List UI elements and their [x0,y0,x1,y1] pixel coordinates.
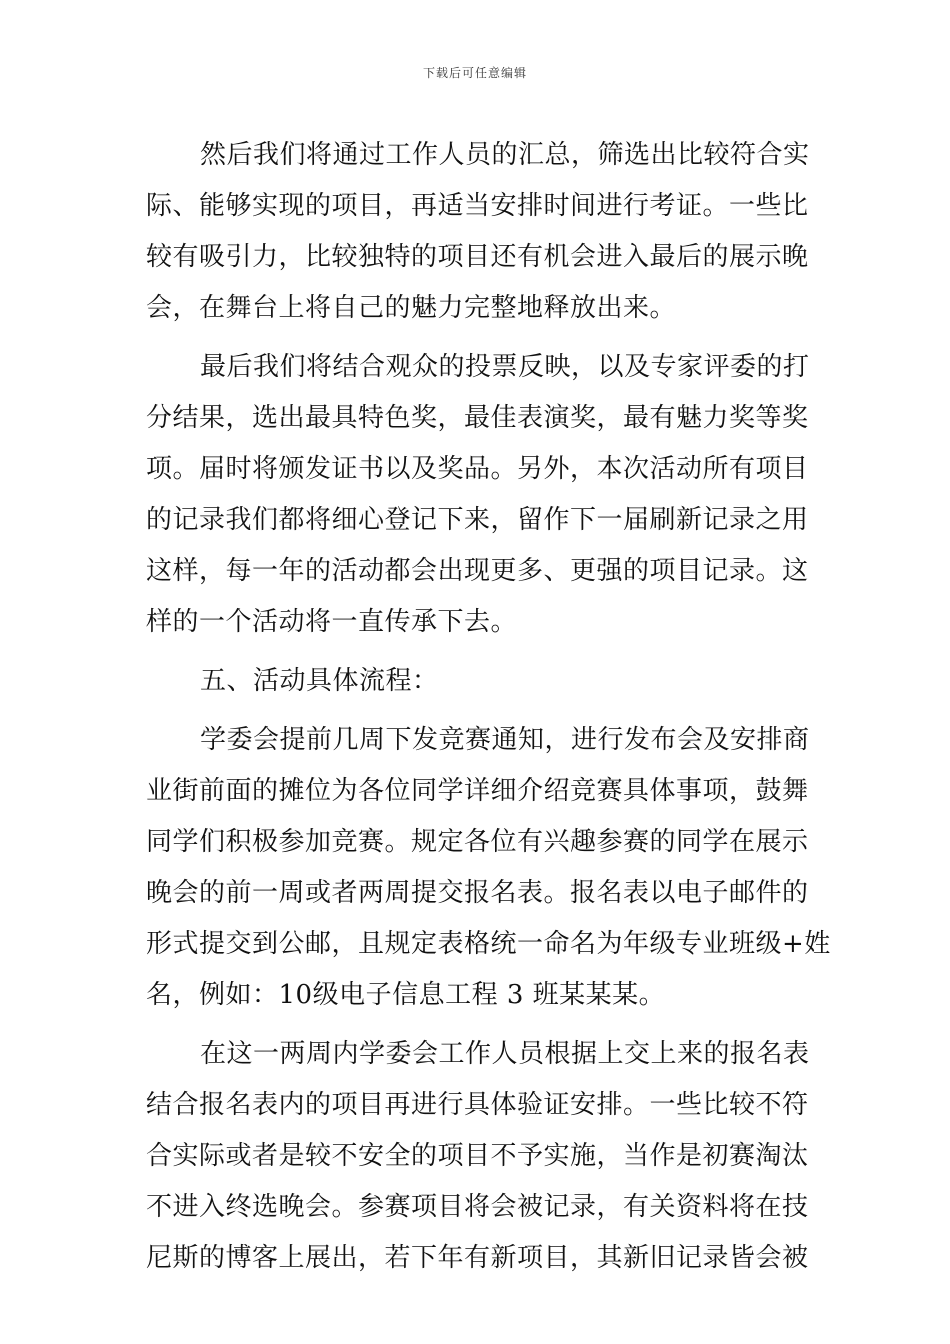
paragraph [146,715,831,1021]
text-line: 尼斯的博客上展出，若下年有新项目，其新旧记录皆会被 [146,1243,809,1273]
text-line: 同学们积极参加竞赛。规定各位有兴趣参赛的同学在展示 [146,827,809,857]
text-line: 合实际或者是较不安全的项目不予实施，当作是初赛淘汰 [146,1141,809,1171]
text-line: 际、能够实现的项目，再适当安排时间进行考证。一些比 [146,191,809,221]
text-line: 然后我们将通过工作人员的汇总，筛选出比较符合实 [200,140,810,170]
text-line: 这样，每一年的活动都会出现更多、更强的项目记录。这 [146,556,809,586]
paragraph [146,130,810,334]
text-line: 五、活动具体流程： [200,666,439,696]
text-line: 业街前面的摊位为各位同学详细介绍竞赛具体事项，鼓舞 [146,776,809,806]
section-heading [146,656,810,707]
text-line: 会，在舞台上将自己的魅力完整地释放出来。 [146,293,677,323]
paragraph [146,342,810,648]
text-line: 结合报名表内的项目再进行具体验证安排。一些比较不符 [146,1090,809,1120]
text-line: 形式提交到公邮，且规定表格统一命名为年级专业班级+姓 [146,929,831,959]
text-line: 晚会的前一周或者两周提交报名表。报名表以电子邮件的 [146,878,809,908]
text-line: 样的一个活动将一直传承下去。 [146,607,518,637]
page-header: 下载后可任意编辑 [422,66,527,80]
text-line: 的记录我们都将细心登记下来，留作下一届刷新记录之用 [146,505,809,535]
text-line: 项。届时将颁发证书以及奖品。另外，本次活动所有项目 [146,454,809,484]
text-line: 较有吸引力，比较独特的项目还有机会进入最后的展示晚 [146,242,809,272]
document-body [146,130,831,1292]
text-line: 不进入终选晚会。参赛项目将会被记录，有关资料将在技 [146,1192,809,1222]
text-line: 名，例如：10级电子信息工程 3 班某某某。 [146,980,666,1010]
paragraph [146,1029,810,1284]
text-line: 最后我们将结合观众的投票反映，以及专家评委的打 [200,352,810,382]
text-line: 学委会提前几周下发竞赛通知，进行发布会及安排商 [200,725,810,755]
text-line: 在这一两周内学委会工作人员根据上交上来的报名表 [200,1039,810,1069]
text-line: 分结果，选出最具特色奖，最佳表演奖，最有魅力奖等奖 [146,403,809,433]
